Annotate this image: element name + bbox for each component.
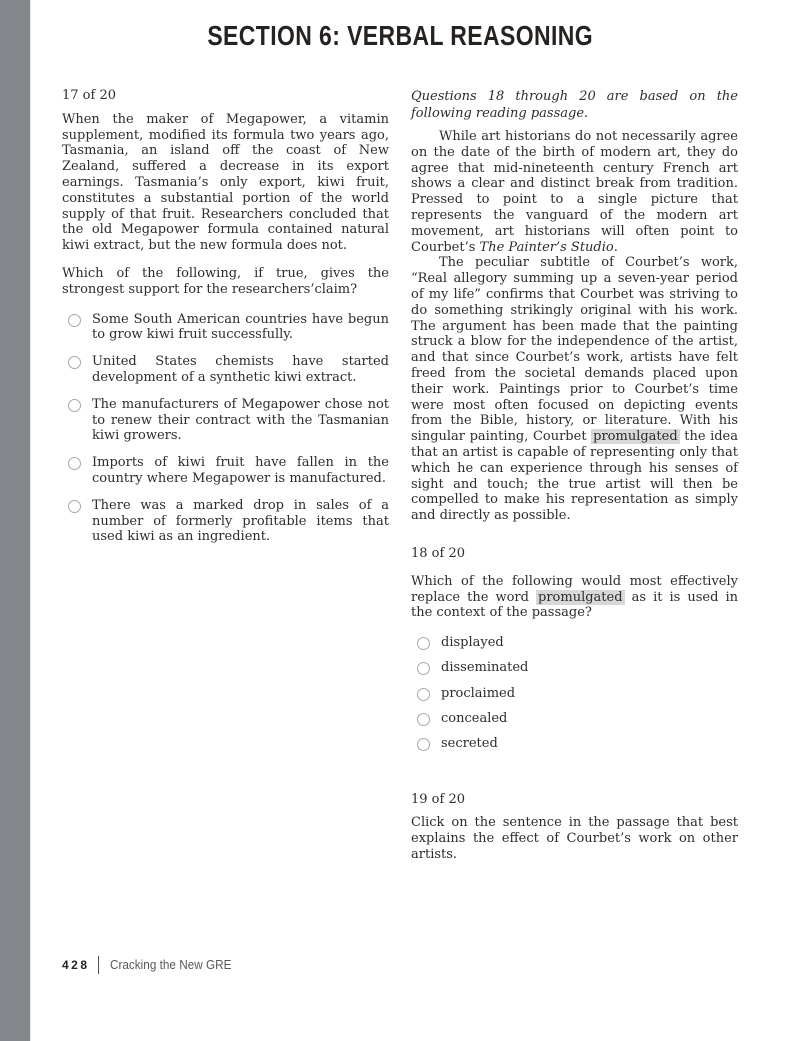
radio-button-icon[interactable]: [417, 713, 430, 726]
radio-button-icon[interactable]: [417, 662, 430, 675]
q18-choice-5[interactable]: [411, 736, 738, 752]
question-17-number: 17 of 20: [62, 88, 116, 103]
paragraph-text: the idea that an artist is capable of representing only that which he can experience through his senses of sight and touch; the true artist will then be compelled to make his representation as simply and directly as possible.: [411, 429, 739, 524]
paragraph-text: While art historians do not necessarily agree on the date of the birth of modern art, they do agree that mid-nineteenth century French art shows a clear and distinct break from tradition. Pressed to point to a single picture that represents the vanguard of the modern art movement, art historians will often point to Courbet’s: [411, 129, 738, 255]
paragraph-text: .: [613, 239, 618, 255]
reading-passage-paragraph-2: [411, 255, 738, 524]
radio-button-icon[interactable]: [417, 637, 430, 650]
radio-button-icon[interactable]: [68, 356, 81, 369]
choice-label: Imports of kiwi fruit have fallen in the country where Megapower is manufactured.: [92, 455, 389, 486]
choice-label: Some South American countries have begun to grow kiwi fruit successfully.: [92, 311, 389, 343]
choice-label: proclaimed: [441, 685, 516, 701]
question-18-number: 18 of 20: [411, 545, 465, 561]
reading-passage-intro: Questions 18 through 20 are based on the following reading passage.: [411, 89, 738, 121]
left-column: [62, 88, 389, 873]
two-column-content: [62, 88, 738, 873]
q18-choice-2[interactable]: [411, 660, 738, 676]
section-header: [30, 20, 770, 52]
q18-choice-4[interactable]: [411, 711, 738, 727]
choice-label: disseminated: [441, 660, 529, 676]
q18-choice-1[interactable]: [411, 635, 738, 651]
radio-button-icon[interactable]: [417, 688, 430, 701]
section-title: SECTION 6: VERBAL REASONING: [207, 20, 593, 51]
radio-button-icon[interactable]: [68, 314, 81, 327]
page-number: 428: [62, 958, 90, 972]
question-19-prompt: Click on the sentence in the passage that best explains the effect of Courbet’s work on other artists.: [411, 815, 738, 862]
choice-label: The manufacturers of Megapower chose not to renew their contract with the Tasmanian kiwi growers.: [92, 396, 389, 444]
page-edge-band: [0, 0, 31, 1041]
choice-label: concealed: [441, 711, 508, 726]
radio-button-icon[interactable]: [417, 738, 430, 751]
highlighted-word: promulgated: [538, 589, 623, 605]
choice-label: displayed: [441, 635, 504, 651]
question-18-stem: [411, 574, 738, 621]
reading-passage-paragraph-1: [411, 129, 738, 255]
q17-choice-4[interactable]: [62, 455, 389, 487]
q17-choice-2[interactable]: [62, 354, 389, 386]
book-title: Cracking the New GRE: [109, 958, 231, 972]
paragraph-text: The peculiar subtitle of Courbet’s work, “Real allegory summing up a seven-year period of my life” confirms that Courbet was striving to do something strikingly original with his work. The argument has been made that the painting struck a blow for the independence of the artist, and that since Courbet’s work, artists have felt freed from the societal demands placed upon their work. Paintings prior to Courbet’s time were most often focused on depicting events from the Bible, history, or literature. With his singular painting, Courbet: [411, 255, 738, 445]
question-17-stem: Which of the following, if true, gives the strongest support for the researchers’claim?: [62, 265, 389, 297]
choice-label: There was a marked drop in sales of a number of formerly profitable items that used kiwi as an ingredient.: [92, 497, 389, 545]
footer-divider: [98, 956, 99, 974]
artwork-title: The Painter’s Studio: [479, 239, 614, 255]
q17-choice-1[interactable]: [62, 312, 389, 344]
q17-choice-5[interactable]: [62, 498, 389, 545]
q18-choice-3[interactable]: [411, 686, 738, 702]
choice-label: United States chemists have started development of a synthetic kiwi extract.: [92, 354, 389, 385]
radio-button-icon[interactable]: [68, 457, 81, 470]
stem-text: Which of the following would most effectively replace the word: [411, 573, 738, 605]
choice-label: secreted: [441, 736, 498, 752]
radio-button-icon[interactable]: [68, 399, 81, 412]
question-19-number: 19 of 20: [411, 791, 465, 807]
stem-text: as it is used in the context of the passage?: [411, 589, 738, 621]
right-column: [411, 88, 738, 873]
question-17-passage: When the maker of Megapower, a vitamin supplement, modified its formula two years ago, Tasmania, an island off the coast of New Zealand, suffered a decrease in its export earnings. Tasmania’s only export, kiwi fruit, constitutes a substantial portion of the world supply of that fruit. Researchers concluded that the old Megapower formula contained natural kiwi extract, but the new formula does not.: [62, 111, 389, 254]
highlighted-word: promulgated: [593, 429, 678, 445]
page-footer: [62, 956, 239, 974]
radio-button-icon[interactable]: [68, 500, 81, 513]
q17-choice-3[interactable]: [62, 397, 389, 444]
